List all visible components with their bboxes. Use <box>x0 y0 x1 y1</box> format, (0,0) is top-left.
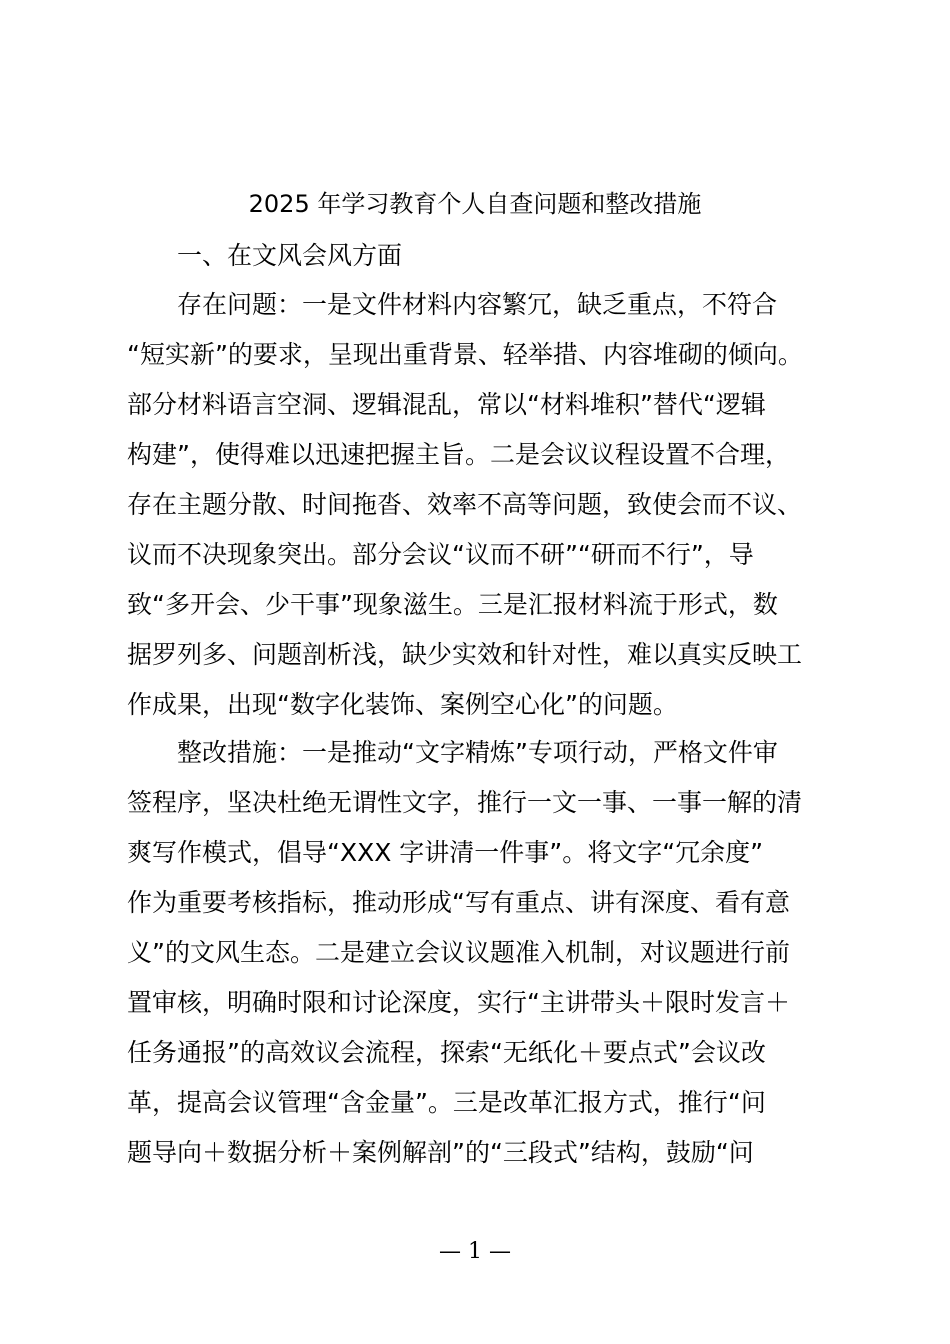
section-heading: 一、在文风会风方面 <box>177 241 403 270</box>
document-title: 2025 年学习教育个人自查问题和整改措施 <box>248 190 702 218</box>
paragraph-line: 签程序，坚决杜绝无谓性文字，推行一文一事、一事一解的清 <box>127 788 803 817</box>
paragraph-line: 义”的文风生态。二是建立会议议题准入机制，对议题进行前 <box>127 938 790 967</box>
paragraph-line: 致“多开会、少干事”现象滋生。三是汇报材料流于形式，数 <box>127 590 778 619</box>
paragraph-line: 存在主题分散、时间拖沓、效率不高等问题，致使会而不议、 <box>127 490 803 519</box>
paragraph-line: 部分材料语言空洞、逻辑混乱，常以“材料堆积”替代“逻辑 <box>127 390 766 419</box>
paragraph-line: 据罗列多、问题剖析浅，缺少实效和针对性，难以真实反映工 <box>127 640 803 669</box>
paragraph-line: 爽写作模式，倡导“XXX 字讲清一件事”。将文字“冗余度” <box>127 838 764 867</box>
paragraph-line: “短实新”的要求，呈现出重背景、轻举措、内容堆砌的倾向。 <box>127 340 803 369</box>
paragraph-line: 作成果，出现“数字化装饰、案例空心化”的问题。 <box>127 690 678 719</box>
paragraph-line: 作为重要考核指标，推动形成“写有重点、讲有深度、看有意 <box>127 888 790 917</box>
paragraph-line: 存在问题：一是文件材料内容繁冗，缺乏重点，不符合 <box>177 290 778 319</box>
paragraph-line: 革，提高会议管理“含金量”。三是改革汇报方式，推行“问 <box>127 1088 766 1117</box>
paragraph-line: 题导向＋数据分析＋案例解剖”的“三段式”结构，鼓励“问 <box>127 1138 754 1167</box>
measures-paragraph <box>127 728 834 1178</box>
paragraph-line: 置审核，明确时限和讨论深度，实行“主讲带头＋限时发言＋ <box>127 988 790 1017</box>
paragraph-line: 任务通报”的高效议会流程，探索“无纸化＋要点式”会议改 <box>127 1038 766 1067</box>
problems-paragraph <box>127 280 834 730</box>
paragraph-line: 整改措施：一是推动“文字精炼”专项行动，严格文件审 <box>177 738 778 767</box>
page-number: — 1 — <box>439 1239 511 1264</box>
paragraph-line: 构建”，使得难以迅速把握主旨。二是会议议程设置不合理， <box>127 440 790 469</box>
paragraph-line: 议而不决现象突出。部分会议“议而不研”“研而不行”，导 <box>127 540 754 569</box>
